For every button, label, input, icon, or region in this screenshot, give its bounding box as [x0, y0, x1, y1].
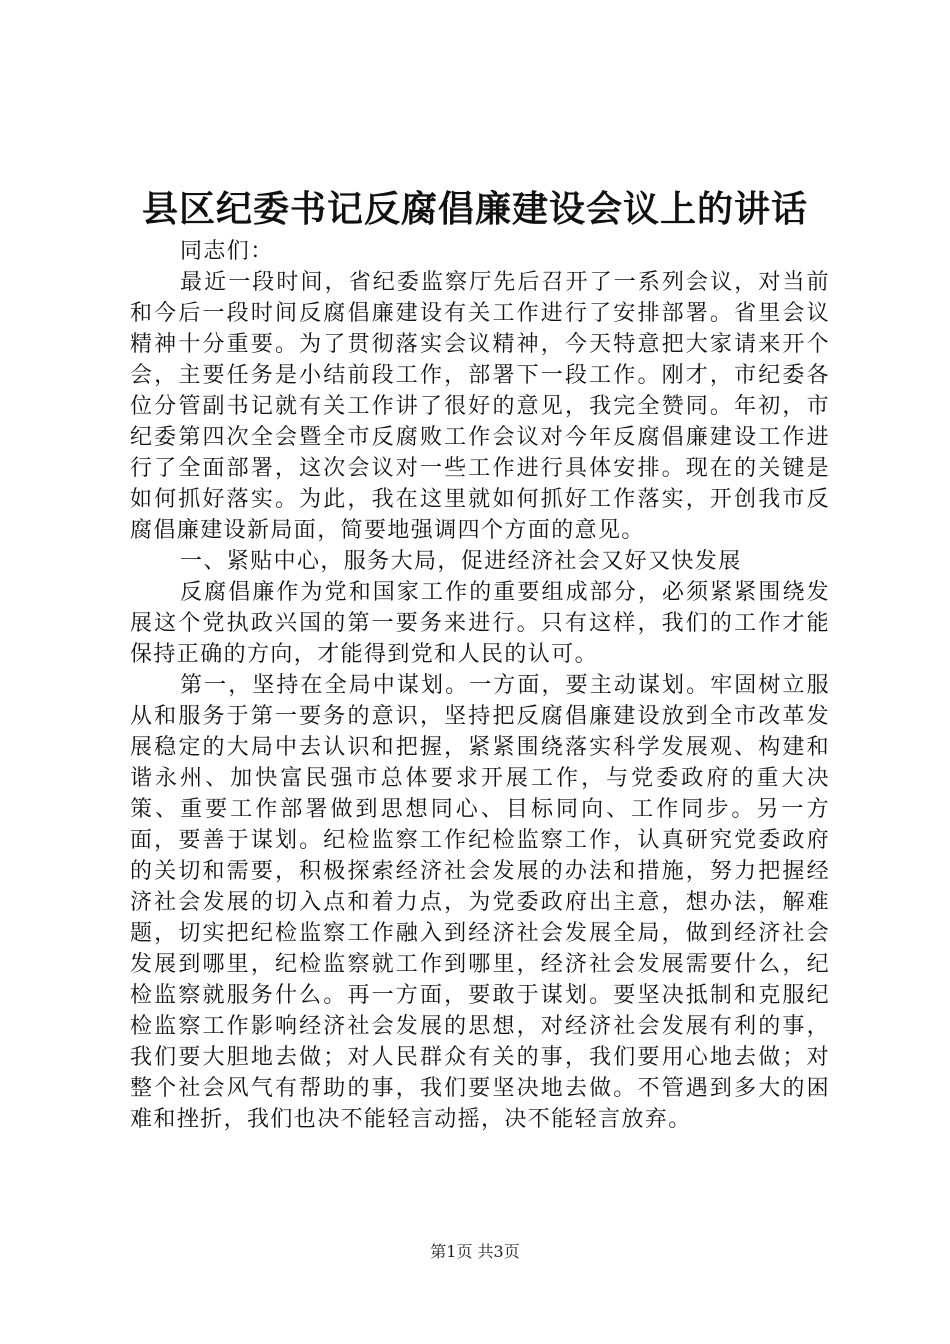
page-footer: 第1页 共3页: [430, 1242, 520, 1261]
document-title: 县区纪委书记反腐倡廉建设会议上的讲话: [141, 188, 808, 230]
salutation-paragraph: 同志们：: [180, 239, 274, 264]
section-heading: 一、紧贴中心，服务大局，促进经济社会又好又快发展: [180, 549, 742, 574]
body-paragraph: 第一，坚持在全局中谋划。一方面，要主动谋划。牢固树立服从和服务于第一要务的意识，坚持把反腐倡廉建设放到全市改革发展稳定的大局中去认识和把握，紧紧围绕落实科学发展观、构建和谐永州、加快富民强市总体要求开展工作，与党委政府的重大决策、重要工作部署做到思想同心、目标同向、工作同步。另一方面，要善于谋划。纪检监察工作纪检监察工作，认真研究党委政府的关切和需要，积极探索经济社会发展的办法和措施，努力把握经济社会发展的切入点和着力点，为党委政府出主意，想办法，解难题，切实把纪检监察工作融入到经济社会发展全局，做到经济社会发展到哪里，纪检监察就工作到哪里，经济社会发展需要什么，纪检监察就服务什么。再一方面，要敢于谋划。要坚决抵制和克服纪检监察工作影响经济社会发展的思想，对经济社会发展有利的事，我们要大胆地去做；对人民群众有关的事，我们要用心地去做；对整个社会风气有帮助的事，我们要坚决地去做。不管遇到多大的困难和挫折，我们也决不能轻言动摇，决不能轻言放弃。: [130, 673, 830, 1132]
document-body: [130, 236, 830, 1135]
intro-paragraph: 最近一段时间，省纪委监察厅先后召开了一系列会议，对当前和今后一段时间反腐倡廉建设有关工作进行了安排部署。省里会议精神十分重要。为了贯彻落实会议精神，今天特意把大家请来开个会，主要任务是小结前段工作，部署下一段工作。刚才，市纪委各位分管副书记就有关工作讲了很好的意见，我完全赞同。年初，市纪委第四次全会暨全市反腐败工作会议对今年反腐倡廉建设工作进行了全面部署，这次会议对一些工作进行具体安排。现在的关键是如何抓好落实。为此，我在这里就如何抓好工作落实，开创我市反腐倡廉建设新局面，简要地强调四个方面的意见。: [130, 270, 830, 543]
body-paragraph: 反腐倡廉作为党和国家工作的重要组成部分，必须紧紧围绕发展这个党执政兴国的第一要务来进行。只有这样，我们的工作才能保持正确的方向，才能得到党和人民的认可。: [130, 580, 830, 667]
